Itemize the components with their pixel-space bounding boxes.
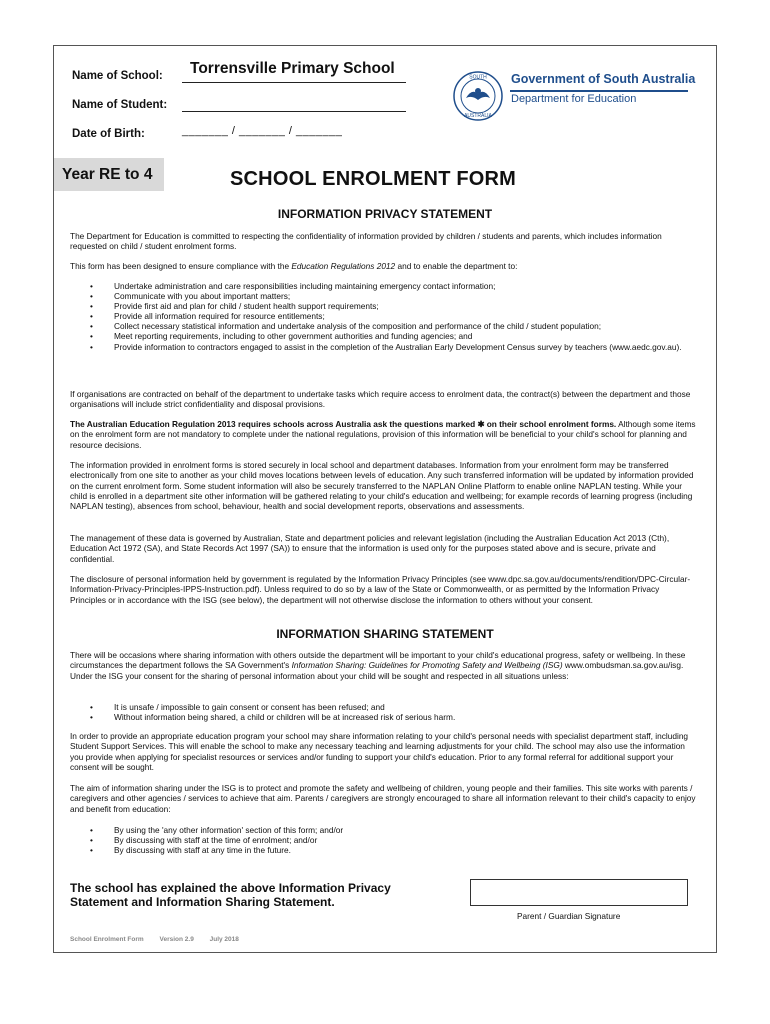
privacy-purpose-list (90, 281, 696, 352)
sharing-exception-list (90, 702, 696, 722)
school-name-line (182, 82, 406, 83)
government-divider (510, 90, 688, 92)
signature-label: Parent / Guardian Signature (517, 911, 621, 921)
svg-text:SOUTH: SOUTH (469, 74, 487, 81)
list-item: • Meet reporting requirements, including to other government authorities and funding agencies; and (90, 331, 696, 341)
list-item: • Without information being shared, a child or children will be at increased risk of serious harm. (90, 712, 696, 722)
privacy-paragraph-6: The management of these data is governed by Australian, State and department policies and relevant legislation (including the Australian Education Act 2013 (Cth), Education Act 1972 (SA), and State Records Act 1997 (SA)) to ensure that the information is used only for the purposes stated above and is secure, private and confidential. (70, 533, 670, 564)
list-item: • Undertake administration and care responsibilities including maintaining emergency contact information; (90, 281, 696, 291)
list-item: • By discussing with staff at any time in the future. (90, 845, 696, 855)
svg-text:AUSTRALIA: AUSTRALIA (464, 113, 492, 119)
parent-signature-field[interactable] (470, 879, 688, 906)
form-title: SCHOOL ENROLMENT FORM (230, 168, 517, 190)
dob-field[interactable]: _______ / _______ / _______ (182, 125, 343, 137)
government-name: Government of South Australia (511, 72, 696, 86)
list-item: • Collect necessary statistical information and undertake analysis of the composition and performance of the child / student population; (90, 321, 696, 331)
sharing-methods-list (90, 825, 696, 855)
privacy-paragraph-4: The Australian Education Regulation 2013 requires schools across Australia ask the questions marked ✱ on their school enrolment forms. Although some items on the enrolment form are not mandatory to complete under the national regulations, provision of this information will be beneficial to your child's school for planning and resource decisions. (70, 419, 696, 450)
privacy-paragraph-5: The information provided in enrolment forms is stored securely in local school and department databases. Information from your enrolment form may be transferred electronically from one site to another as your child moves locations between levels of education. Any such transferred information will be updated by information provided on the current enrolment form. Some student information will also be securely transferred to the NAPLAN Online Platform to enable online NAPLAN testing. While your child is enrolled in a department site other information will be gathered relating to your child's education and wellbeing; for example records of learning progress (including NAPLAN testing), absences from school, behaviour, health and social development reports, observations and assessments. (70, 460, 694, 512)
list-item: • By using the 'any other information' section of this form; and/or (90, 825, 696, 835)
dob-label: Date of Birth: (72, 128, 145, 140)
sharing-paragraph-1: There will be occasions where sharing information with others outside the department will be important to your child's educational progress, safety or wellbeing. In these circumstances the department follows the SA Government's Information Sharing: Guidelines for Promoting Safety and Wellbeing (ISG) www.ombudsman.sa.gov.au/isg. Under the ISG your consent for the sharing of personal information about your child will be sought and respected in all situations unless: (70, 650, 686, 681)
sharing-paragraph-2: In order to provide an appropriate education program your school may share information relating to your child's personal needs with specialist department staff, including Student Support Services. This will enable the school to make any necessary teaching and learning adjustments for your child. The school may also use the information you provide when applying for specialist resources or services and/or funding to support your child's education. Prior to any formal referral for additional support your consent will be sought. (70, 731, 689, 772)
department-name: Department for Education (511, 93, 637, 105)
list-item: • Communicate with you about important matters; (90, 291, 696, 301)
list-item: • Provide information to contractors engaged to assist in the completion of the Australian Early Development Census survey by teachers (www.aedc.gov.au). (90, 342, 696, 352)
footer-form-name: School Enrolment Form (70, 936, 144, 943)
list-item: • Provide all information required for resource entitlements; (90, 311, 696, 321)
list-item: • Provide first aid and plan for child / student health support requirements; (90, 301, 696, 311)
sharing-paragraph-3: The aim of information sharing under the ISG is to protect and promote the safety and wellbeing of children, young people and their families. This site works with parents / caregivers and other agencies / services to achieve that aim. Parents / caregivers are strongly encouraged to share all information relevant to their child's capacity to enjoy and benefit from education: (70, 783, 696, 814)
privacy-paragraph-3: If organisations are contracted on behalf of the department to undertake tasks which require access to enrolment data, the contract(s) between the department and those organisations will include strict confidentiality and disposal provisions. (70, 389, 691, 410)
student-name-field[interactable] (182, 111, 406, 112)
student-name-label: Name of Student: (72, 99, 168, 111)
privacy-paragraph-1: The Department for Education is committed to respecting the confidentiality of information provided by children / students and parents, which includes information requested on child / student enrolment forms. (70, 231, 662, 252)
list-item: • By discussing with staff at the time of enrolment; and/or (90, 835, 696, 845)
acknowledgement-statement: The school has explained the above Information Privacy Statement and Information Sharing Statement. (70, 881, 391, 909)
sharing-statement-title: INFORMATION SHARING STATEMENT (276, 627, 494, 641)
list-item: • It is unsafe / impossible to gain consent or consent has been refused; and (90, 702, 696, 712)
privacy-statement-title: INFORMATION PRIVACY STATEMENT (277, 207, 493, 221)
page-footer (70, 936, 253, 943)
school-name-label: Name of School: (72, 70, 163, 82)
year-level-badge: Year RE to 4 (54, 158, 164, 191)
privacy-paragraph-7: The disclosure of personal information held by government is regulated by the Information Privacy Principles (see www.dpc.sa.gov.au/documents/rendition/DPC-Circular-Information-Privacy-Principles-IPPS-Instruction.pdf). Unless required to do so by a law of the State or Commonwealth, or as permitted by the Information Privacy Principles or in accordance with the ISG (see below), the department will not otherwise disclose the information to others without your consent. (70, 574, 691, 605)
footer-date: July 2018 (209, 936, 239, 943)
privacy-paragraph-2: This form has been designed to ensure compliance with the Education Regulations 2012 and to enable the department to: (70, 261, 518, 271)
school-name-value[interactable]: Torrensville Primary School (190, 60, 395, 77)
sa-government-crest-icon (452, 70, 504, 122)
footer-version: Version 2.9 (159, 936, 194, 943)
